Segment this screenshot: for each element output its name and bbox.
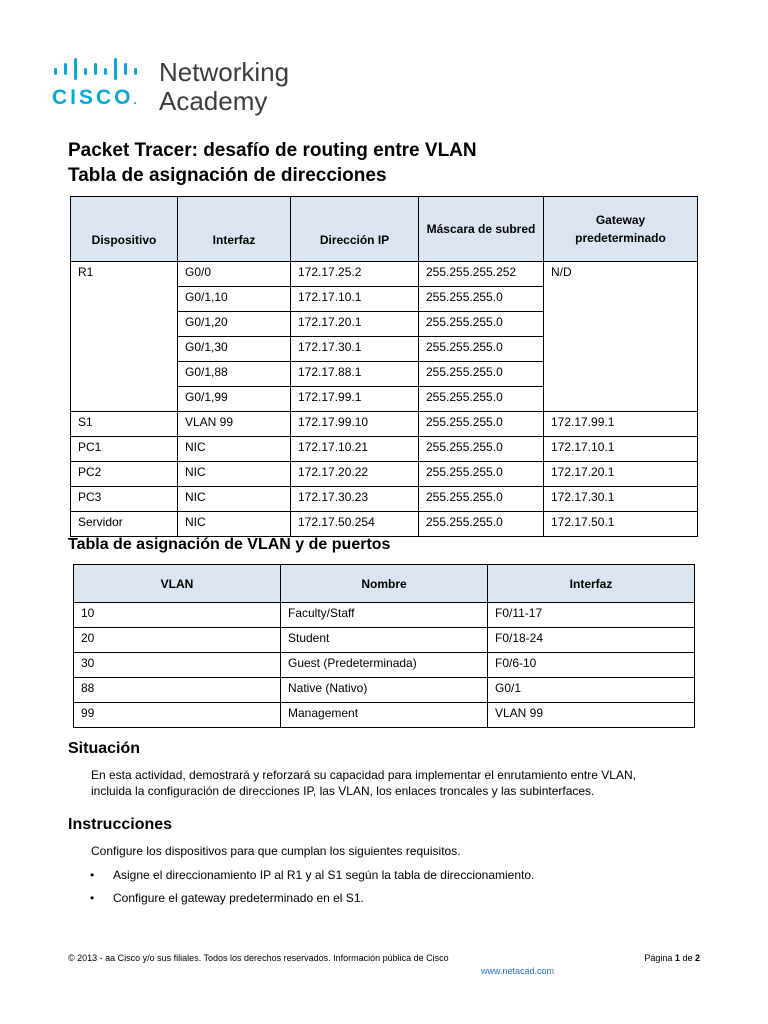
column-header: Interfaz xyxy=(178,197,291,262)
table-row xyxy=(74,603,695,628)
device-cell: PC3 xyxy=(71,487,178,512)
table-row xyxy=(74,653,695,678)
interface-cell: VLAN 99 xyxy=(488,703,695,728)
vlan-cell: 30 xyxy=(74,653,281,678)
ip-cell: 172.17.99.10 xyxy=(291,412,419,437)
table-row xyxy=(71,412,698,437)
device-cell: R1 xyxy=(71,262,178,412)
vlan-table-header xyxy=(74,565,695,603)
table-row xyxy=(71,512,698,537)
vlan-table xyxy=(73,564,695,728)
interface-cell: NIC xyxy=(178,487,291,512)
gateway-cell: 172.17.10.1 xyxy=(544,437,698,462)
ip-cell: 172.17.30.1 xyxy=(291,337,419,362)
ip-cell: 172.17.25.2 xyxy=(291,262,419,287)
list-item: • Configure el gateway predeterminado en el S1. xyxy=(90,891,364,905)
interface-cell: NIC xyxy=(178,462,291,487)
logo-product-name: Networking Academy xyxy=(159,57,290,116)
table-row xyxy=(74,628,695,653)
cisco-bars-icon xyxy=(52,58,148,82)
mask-cell: 255.255.255.0 xyxy=(419,437,544,462)
interface-cell: F0/11-17 xyxy=(488,603,695,628)
column-header: Dirección IP xyxy=(291,197,419,262)
interface-cell: G0/0 xyxy=(178,262,291,287)
mask-cell: 255.255.255.0 xyxy=(419,337,544,362)
vlan-cell: 99 xyxy=(74,703,281,728)
gateway-cell: 172.17.30.1 xyxy=(544,487,698,512)
mask-cell: 255.255.255.0 xyxy=(419,362,544,387)
interface-cell: G0/1,88 xyxy=(178,362,291,387)
ip-cell: 172.17.20.1 xyxy=(291,312,419,337)
vlan-cell: 88 xyxy=(74,678,281,703)
ip-cell: 172.17.88.1 xyxy=(291,362,419,387)
situation-heading: Situación xyxy=(68,740,141,757)
device-cell: Servidor xyxy=(71,512,178,537)
copyright-notice: © 2013 - aa Cisco y/o sus filiales. Todos los derechos reservados. Información pública de Cisco xyxy=(68,953,449,963)
instructions-heading: Instrucciones xyxy=(68,816,173,833)
column-header: Nombre xyxy=(281,565,488,603)
name-cell: Faculty/Staff xyxy=(281,603,488,628)
column-header: Interfaz xyxy=(488,565,695,603)
vlan-cell: 10 xyxy=(74,603,281,628)
gateway-cell: 172.17.99.1 xyxy=(544,412,698,437)
interface-cell: F0/18-24 xyxy=(488,628,695,653)
name-cell: Management xyxy=(281,703,488,728)
interface-cell: G0/1,20 xyxy=(178,312,291,337)
device-cell: PC1 xyxy=(71,437,178,462)
mask-cell: 255.255.255.0 xyxy=(419,412,544,437)
gateway-cell: 172.17.20.1 xyxy=(544,462,698,487)
mask-cell: 255.255.255.0 xyxy=(419,462,544,487)
ip-cell: 172.17.20.22 xyxy=(291,462,419,487)
mask-cell: 255.255.255.0 xyxy=(419,387,544,412)
situation-line: incluida la configuración de direcciones IP, las VLAN, los enlaces troncales y las subinterfaces. xyxy=(91,784,595,798)
netacad-link[interactable]: www.netacad.com xyxy=(481,966,555,976)
mask-cell: 255.255.255.252 xyxy=(419,262,544,287)
table-row xyxy=(71,437,698,462)
interface-cell: G0/1,99 xyxy=(178,387,291,412)
column-header: VLAN xyxy=(74,565,281,603)
interface-cell: VLAN 99 xyxy=(178,412,291,437)
ip-cell: 172.17.99.1 xyxy=(291,387,419,412)
table-row xyxy=(71,487,698,512)
interface-cell: F0/6-10 xyxy=(488,653,695,678)
cisco-networking-academy-logo xyxy=(52,58,312,118)
bullet-icon: • xyxy=(90,891,95,905)
cisco-wordmark: CISCO. xyxy=(52,86,137,109)
name-cell: Guest (Predeterminada) xyxy=(281,653,488,678)
name-cell: Student xyxy=(281,628,488,653)
ip-cell: 172.17.10.21 xyxy=(291,437,419,462)
gateway-cell: 172.17.50.1 xyxy=(544,512,698,537)
instructions-intro: Configure los dispositivos para que cumplan los siguientes requisitos. xyxy=(91,844,461,858)
page-title: Packet Tracer: desafío de routing entre VLAN Tabla de asignación de direcciones xyxy=(68,140,477,186)
name-cell: Native (Nativo) xyxy=(281,678,488,703)
address-table xyxy=(70,196,698,537)
interface-cell: NIC xyxy=(178,437,291,462)
address-table-heading: Tabla de asignación de direcciones xyxy=(68,165,387,186)
gateway-cell: N/D xyxy=(544,262,698,412)
mask-cell: 255.255.255.0 xyxy=(419,287,544,312)
column-header: Máscara de subred xyxy=(419,197,544,262)
situation-line: En esta actividad, demostrará y reforzará su capacidad para implementar el enrutamiento entre VLAN, xyxy=(91,768,636,782)
bullet-icon: • xyxy=(90,868,95,882)
column-header: Dispositivo xyxy=(71,197,178,262)
table-row xyxy=(71,462,698,487)
table-row xyxy=(71,262,698,287)
vlan-cell: 20 xyxy=(74,628,281,653)
interface-cell: G0/1 xyxy=(488,678,695,703)
ip-cell: 172.17.30.23 xyxy=(291,487,419,512)
ip-cell: 172.17.10.1 xyxy=(291,287,419,312)
interface-cell: G0/1,30 xyxy=(178,337,291,362)
list-item: • Asigne el direccionamiento IP al R1 y al S1 según la tabla de direccionamiento. xyxy=(90,868,535,882)
device-cell: PC2 xyxy=(71,462,178,487)
device-cell: S1 xyxy=(71,412,178,437)
table-row xyxy=(74,703,695,728)
vlan-table-heading: Tabla de asignación de VLAN y de puertos xyxy=(68,536,391,553)
situation-paragraph xyxy=(91,767,711,799)
mask-cell: 255.255.255.0 xyxy=(419,312,544,337)
mask-cell: 255.255.255.0 xyxy=(419,512,544,537)
page-number: Página 1 de 2 xyxy=(644,953,700,963)
interface-cell: G0/1,10 xyxy=(178,287,291,312)
address-table-header xyxy=(71,197,698,262)
interface-cell: NIC xyxy=(178,512,291,537)
mask-cell: 255.255.255.0 xyxy=(419,487,544,512)
table-row xyxy=(74,678,695,703)
column-header: Gateway predeterminado xyxy=(544,197,698,262)
ip-cell: 172.17.50.254 xyxy=(291,512,419,537)
